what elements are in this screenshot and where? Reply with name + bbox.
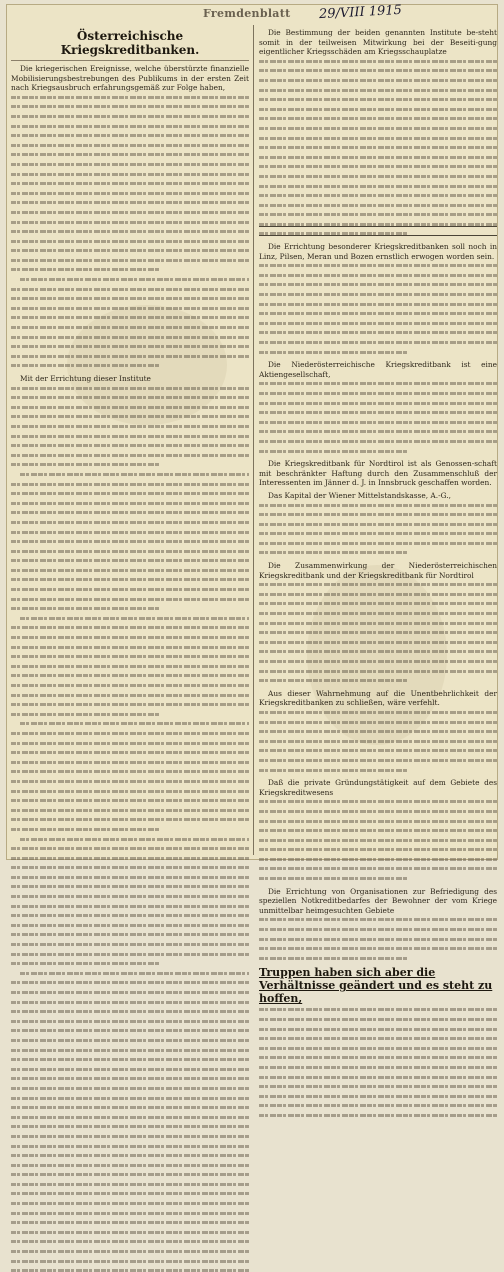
article-paragraph: Die Errichtung von Organisationen zur Befriedigung des speziellen Notkreditbedarfes der Bewohner der vom Kriege unmittelbar heimgesuchten Gebiete — [259, 886, 497, 915]
illegible-text-block — [259, 382, 497, 452]
article-emphasis-line — [259, 966, 497, 1005]
article-paragraph: Die Niederösterreichische Kriegskreditbank ist eine Aktiengesellschaft, — [259, 360, 497, 379]
article-paragraph: Die Bestimmung der beiden genannten Institute be-steht somit in der teilweisen Mitwirkung bei der Beseiti-gung eigentlicher Kriegsschäden am Kriegsschauplatze — [259, 28, 497, 57]
illegible-text-block — [259, 711, 497, 772]
newspaper-name: Fremdenblatt — [203, 7, 291, 20]
column-rule — [253, 25, 254, 855]
masthead — [7, 2, 497, 27]
illegible-text-block — [259, 504, 497, 555]
illegible-text-block — [11, 96, 249, 368]
article-column-left — [11, 25, 249, 855]
article-paragraph: Das Kapital der Wiener Mittelstandskasse, A.-G., — [268, 490, 451, 500]
underlined-phrase: Truppen haben sich aber die Verhältnisse geändert und es steht zu hoffen, — [259, 966, 493, 1006]
handwritten-date: 29/VIII 1915 — [318, 2, 403, 23]
article-headline: Österreichische Kriegskreditbanken. — [11, 27, 249, 61]
article-column-right — [259, 25, 497, 1006]
illegible-text-block — [259, 264, 497, 353]
illegible-text-block — [259, 583, 497, 682]
article-paragraph: Die kriegerischen Ereignisse, welche überstürzte finanzielle Mobilisierungsbestrebungen des Publikums in der ersten Zeit nach Kriegsausbruch erfahrungsgemäß zur Folge haben, — [11, 64, 249, 93]
illegible-text-block — [259, 1008, 497, 1117]
article-paragraph: Die Errichtung besonderer Kriegskreditbanken soll noch in Linz, Pilsen, Meran und Bozen ernstlich erwogen worden sein. — [259, 242, 497, 261]
illegible-text-block — [259, 800, 497, 880]
article-paragraph: Daß die private Gründungstätigkeit auf dem Gebiete des Kriegskreditwesens — [259, 778, 497, 797]
illegible-text-block — [11, 387, 249, 1272]
illegible-text-block — [259, 918, 497, 959]
article-paragraph: Die Kriegskreditbank für Nordtirol ist als Genossen-schaft mit beschränkter Haftung durch den Zusammenschluß der Interessenten im Jänner d. J. in Innsbruck geschaffen worden. — [259, 459, 497, 488]
pencil-underline — [259, 235, 497, 236]
article-paragraph: Mit der Errichtung dieser Institute — [20, 374, 151, 383]
pencil-underline — [259, 226, 497, 227]
newspaper-clipping — [6, 2, 498, 1006]
article-paragraph: Aus dieser Wahrnehmung auf die Unentbehrlichkeit der Kriegskreditbanken zu schließen, wäre verfehlt. — [259, 688, 497, 708]
illegible-text-block — [259, 60, 497, 236]
article-paragraph: Die Zusammenwirkung der Niederösterreichischen Kriegskreditbank und der Kriegskreditbank für Nordtirol — [259, 561, 497, 580]
